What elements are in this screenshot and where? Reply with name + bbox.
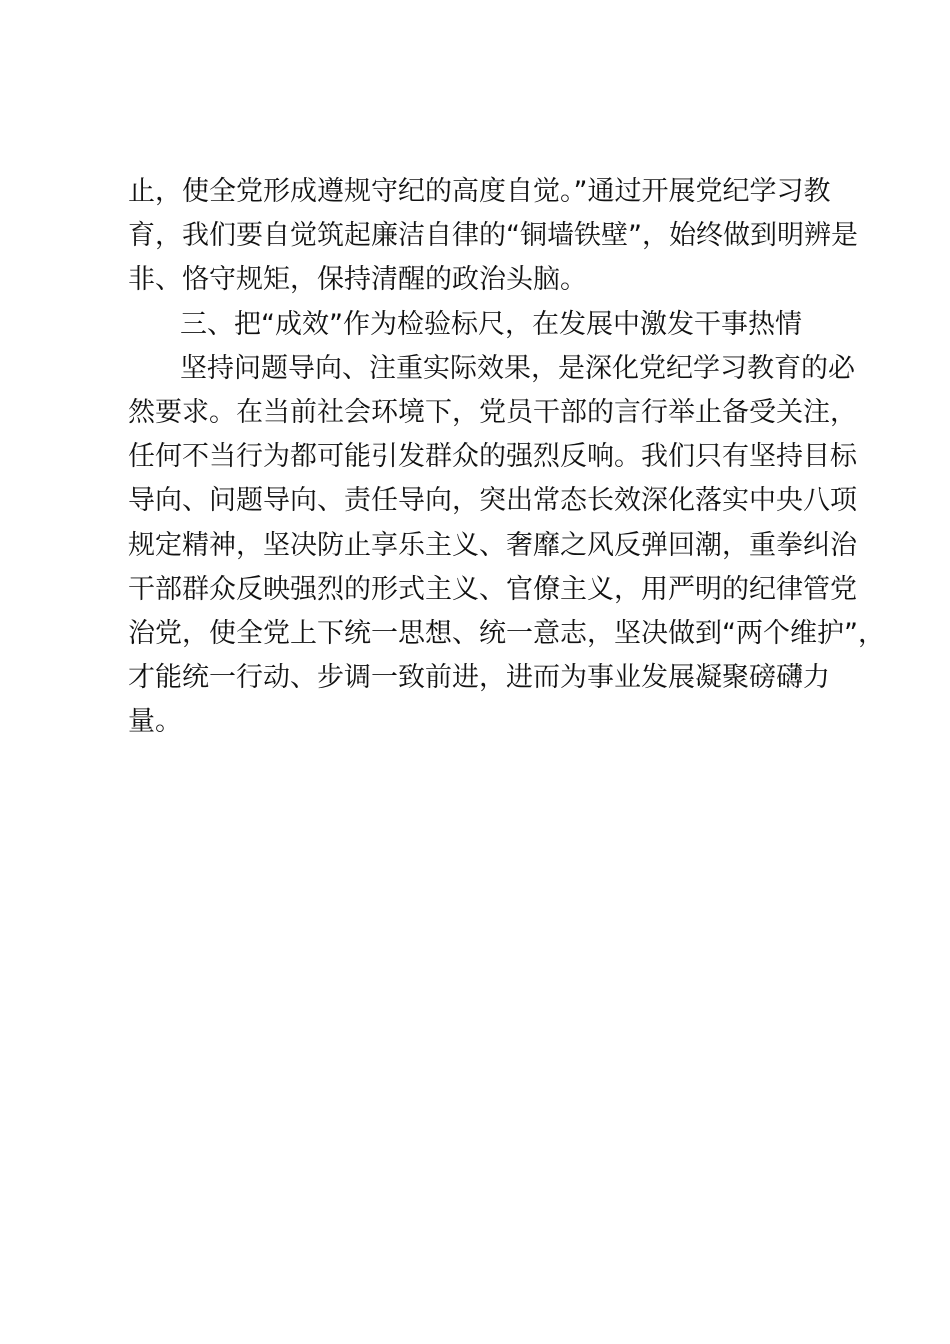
paragraph-line: 任何不当行为都可能引发群众的强烈反响。我们只有坚持目标 — [128, 441, 857, 473]
paragraph-line: 治党，使全党上下统一思想、统一意志，坚决做到“两个维护”， — [128, 617, 885, 649]
paragraph-line: 量。 — [128, 706, 182, 738]
paragraph-line: 规定精神，坚决防止享乐主义、奢靡之风反弹回潮，重拳纠治 — [128, 529, 857, 561]
paragraph-line: 然要求。在当前社会环境下，党员干部的言行举止备受关注， — [128, 396, 857, 428]
paragraph-line: 才能统一行动、步调一致前进，进而为事业发展凝聚磅礴力 — [128, 662, 830, 694]
paragraph-line: 坚持问题导向、注重实际效果，是深化党纪学习教育的必 — [180, 352, 855, 384]
paragraph-line: 止，使全党形成遵规守纪的高度自觉。”通过开展党纪学习教 — [128, 176, 831, 207]
paragraph-line: 干部群众反映强烈的形式主义、官僚主义，用严明的纪律管党 — [128, 573, 857, 605]
paragraph-line: 育，我们要自觉筑起廉洁自律的“铜墙铁壁”，始终做到明辨是 — [128, 220, 858, 252]
document-body — [128, 170, 885, 744]
section-heading: 三、把“成效”作为检验标尺，在发展中激发干事热情 — [180, 308, 802, 340]
paragraph-line: 导向、问题导向、责任导向，突出常态长效深化落实中央八项 — [128, 485, 857, 517]
paragraph-line: 非、恪守规矩，保持清醒的政治头脑。 — [128, 264, 587, 296]
